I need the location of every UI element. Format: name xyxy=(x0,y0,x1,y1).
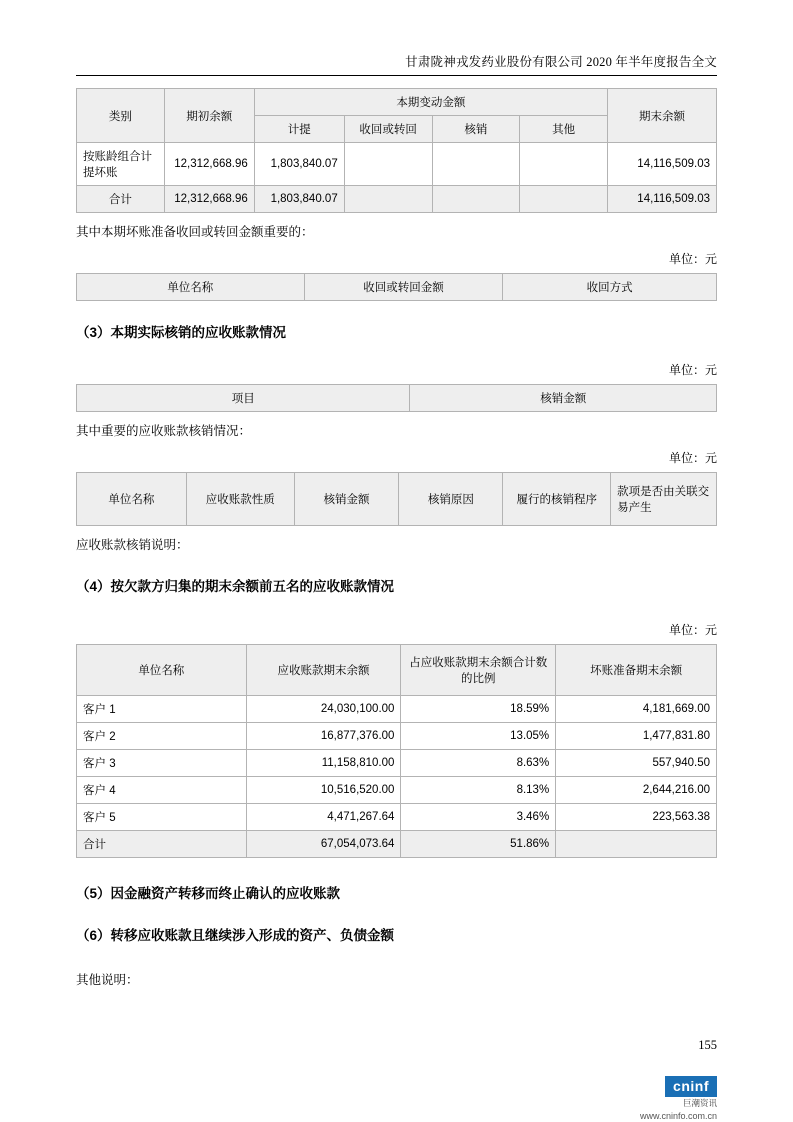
header-reason: 核销原因 xyxy=(399,473,503,526)
cninfo-logo-sub: 巨潮资讯 xyxy=(682,1098,717,1109)
cell-bad-debt xyxy=(556,831,717,858)
cell-bad-debt: 1,477,831.80 xyxy=(556,723,717,750)
cell-company: 客户 3 xyxy=(77,750,247,777)
cell-ratio: 18.59% xyxy=(401,696,556,723)
table-row xyxy=(77,777,717,804)
header-company: 单位名称 xyxy=(77,645,247,696)
cell-bad-debt: 557,940.50 xyxy=(556,750,717,777)
cell-ratio: 13.05% xyxy=(401,723,556,750)
cell-end-balance: 14,116,509.03 xyxy=(608,186,717,213)
header-method: 收回方式 xyxy=(503,274,717,301)
header-category: 类别 xyxy=(77,89,165,143)
cell-other xyxy=(520,186,608,213)
table-row-total xyxy=(77,831,717,858)
table-header-row xyxy=(77,385,717,412)
table-row xyxy=(77,804,717,831)
cell-bad-debt: 223,563.38 xyxy=(556,804,717,831)
cell-begin-balance: 12,312,668.96 xyxy=(164,186,254,213)
header-company: 单位名称 xyxy=(77,274,305,301)
cell-company: 客户 2 xyxy=(77,723,247,750)
header-amount: 收回或转回金额 xyxy=(304,274,503,301)
cell-bad-debt: 4,181,669.00 xyxy=(556,696,717,723)
cell-begin-balance: 12,312,668.96 xyxy=(164,143,254,186)
cell-ratio: 51.86% xyxy=(401,831,556,858)
header-end-balance: 应收账款期末余额 xyxy=(246,645,401,696)
cell-category: 按账龄组合计提坏账 xyxy=(77,143,165,186)
header-amount: 核销金额 xyxy=(410,385,717,412)
cell-company: 合计 xyxy=(77,831,247,858)
header-begin-balance: 期初余额 xyxy=(164,89,254,143)
section-heading-4: （4）按欠款方归集的期末余额前五名的应收账款情况 xyxy=(76,579,395,594)
section-heading-5: （5）因金融资产转移而终止确认的应收账款 xyxy=(76,886,341,901)
page-header: 甘肃陇神戎发药业股份有限公司 2020 年半年度报告全文 xyxy=(76,52,717,76)
header-other: 其他 xyxy=(520,116,608,143)
cell-end-balance: 14,116,509.03 xyxy=(608,143,717,186)
table-header-row xyxy=(77,274,717,301)
cell-recovered xyxy=(344,143,432,186)
cell-ratio: 3.46% xyxy=(401,804,556,831)
cell-written-off xyxy=(432,143,520,186)
cell-end-balance: 11,158,810.00 xyxy=(246,750,401,777)
header-end-balance: 期末余额 xyxy=(608,89,717,143)
table-row xyxy=(77,750,717,777)
header-bad-debt: 坏账准备期末余额 xyxy=(556,645,717,696)
cell-end-balance: 16,877,376.00 xyxy=(246,723,401,750)
footer-logo xyxy=(640,1076,717,1121)
table-header-row xyxy=(77,473,717,526)
cell-end-balance: 67,054,073.64 xyxy=(246,831,401,858)
cell-bad-debt: 2,644,216.00 xyxy=(556,777,717,804)
cell-provision: 1,803,840.07 xyxy=(254,143,344,186)
header-ratio: 占应收账款期末余额合计数的比例 xyxy=(401,645,556,696)
table-writeoff-detail xyxy=(76,472,717,526)
header-change-group: 本期变动金额 xyxy=(254,89,607,116)
header-related: 款项是否由关联交易产生 xyxy=(611,473,717,526)
cell-company: 客户 5 xyxy=(77,804,247,831)
unit-label: 单位：元 xyxy=(668,451,717,465)
header-nature: 应收账款性质 xyxy=(186,473,294,526)
unit-label: 单位：元 xyxy=(668,623,717,637)
header-procedure: 履行的核销程序 xyxy=(503,473,611,526)
header-company: 单位名称 xyxy=(77,473,187,526)
table-row xyxy=(77,723,717,750)
table-top5-receivables xyxy=(76,644,717,858)
header-item: 项目 xyxy=(77,385,410,412)
unit-label: 单位：元 xyxy=(668,252,717,266)
note-writeoff-description: 应收账款核销说明： xyxy=(76,538,189,552)
cell-category: 合计 xyxy=(77,186,165,213)
table-bad-debt-provision xyxy=(76,88,717,213)
table-recovered-amounts xyxy=(76,273,717,301)
cell-written-off xyxy=(432,186,520,213)
section-heading-3: （3）本期实际核销的应收账款情况 xyxy=(76,325,287,340)
table-writeoff xyxy=(76,384,717,412)
page-content xyxy=(76,88,717,988)
section-heading-6: （6）转移应收账款且继续涉入形成的资产、负债金额 xyxy=(76,928,395,943)
cell-ratio: 8.63% xyxy=(401,750,556,777)
cell-provision: 1,803,840.07 xyxy=(254,186,344,213)
table-header-row xyxy=(77,89,717,116)
unit-label: 单位：元 xyxy=(668,363,717,377)
header-recovered: 收回或转回 xyxy=(344,116,432,143)
cninfo-url: www.cninfo.com.cn xyxy=(639,1110,717,1121)
cell-end-balance: 10,516,520.00 xyxy=(246,777,401,804)
table-row xyxy=(77,696,717,723)
header-amount: 核销金额 xyxy=(294,473,399,526)
note-other: 其他说明： xyxy=(76,973,139,987)
cell-company: 客户 4 xyxy=(77,777,247,804)
cell-end-balance: 4,471,267.64 xyxy=(246,804,401,831)
note-recovered: 其中本期坏账准备收回或转回金额重要的： xyxy=(76,225,314,239)
header-written-off: 核销 xyxy=(432,116,520,143)
table-row xyxy=(77,143,717,186)
cell-ratio: 8.13% xyxy=(401,777,556,804)
cell-other xyxy=(520,143,608,186)
cell-company: 客户 1 xyxy=(77,696,247,723)
table-header-row xyxy=(77,645,717,696)
cninfo-logo: cninf xyxy=(665,1076,717,1097)
note-writeoff: 其中重要的应收账款核销情况： xyxy=(76,424,252,438)
cell-end-balance: 24,030,100.00 xyxy=(246,696,401,723)
header-provision: 计提 xyxy=(254,116,344,143)
table-row-total xyxy=(77,186,717,213)
cell-recovered xyxy=(344,186,432,213)
page-number: 155 xyxy=(698,1038,717,1052)
